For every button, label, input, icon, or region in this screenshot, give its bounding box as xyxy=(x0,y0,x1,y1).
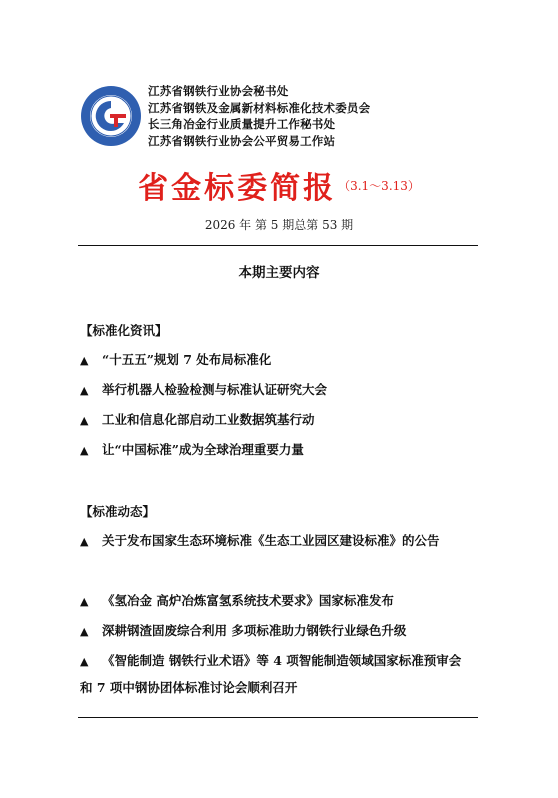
organization-list xyxy=(148,83,370,150)
dynamics-item-text: 深耕钢渣固废综合利用 多项标准助力钢铁行业绿色升级 xyxy=(102,623,407,638)
news-item-text: 工业和信息化部启动工业数据筑基行动 xyxy=(102,412,315,427)
org-line: 江苏省钢铁行业协会秘书处 xyxy=(148,84,289,98)
title-row xyxy=(0,163,558,207)
triangle-bullet-icon: ▲ xyxy=(80,444,89,457)
section-heading-dynamics: 【标准动态】 xyxy=(80,504,156,519)
contents-title: 本期主要内容 xyxy=(238,265,320,281)
news-item xyxy=(80,347,472,374)
org-line: 长三角冶金行业质量提升工作秘书处 xyxy=(148,117,336,132)
news-item xyxy=(80,377,472,404)
triangle-bullet-icon: ▲ xyxy=(80,595,89,608)
dynamics-item-text: 关于发布国家生态环境标准《生态工业园区建设标准》的公告 xyxy=(102,533,440,548)
top-divider xyxy=(78,245,478,246)
triangle-bullet-icon: ▲ xyxy=(80,414,89,427)
org-line: 江苏省钢铁行业协会公平贸易工作站 xyxy=(148,134,336,149)
issue-number: 2026 年 第 5 期总第 53 期 xyxy=(204,218,354,232)
dynamics-item xyxy=(80,588,472,615)
dynamics-item-text: 《氢冶金 高炉冶炼富氢系统技术要求》国家标准发布 xyxy=(102,593,394,608)
news-item-text: 举行机器人检验检测与标准认证研究大会 xyxy=(102,382,328,397)
news-item xyxy=(80,437,472,464)
triangle-bullet-icon: ▲ xyxy=(80,384,89,397)
dynamics-item xyxy=(80,618,472,645)
dynamics-item-text: 《智能制造 钢铁行业术语》等 4 项智能制造领域国家标准预审会和 7 项中钢协团体标准讨论会顺利召开 xyxy=(80,653,462,695)
news-item-text: “十五五”规划 7 处布局标准化 xyxy=(102,352,272,367)
triangle-bullet-icon: ▲ xyxy=(80,535,89,548)
bulletin-title: 省金标委简报 xyxy=(138,171,337,206)
section-heading-news: 【标准化资讯】 xyxy=(80,323,168,338)
date-range: （3.1～3.13） xyxy=(338,178,420,193)
association-logo xyxy=(80,85,142,147)
dynamics-item xyxy=(80,528,472,555)
org-line: 江苏省钢铁及金属新材料标准化技术委员会 xyxy=(148,100,371,115)
news-item xyxy=(80,407,472,434)
news-item-text: 让“中国标准”成为全球治理重要力量 xyxy=(102,442,304,457)
dynamics-item xyxy=(80,648,472,701)
triangle-bullet-icon: ▲ xyxy=(80,655,89,668)
bottom-divider xyxy=(78,717,478,718)
triangle-bullet-icon: ▲ xyxy=(80,354,89,367)
triangle-bullet-icon: ▲ xyxy=(80,625,89,638)
